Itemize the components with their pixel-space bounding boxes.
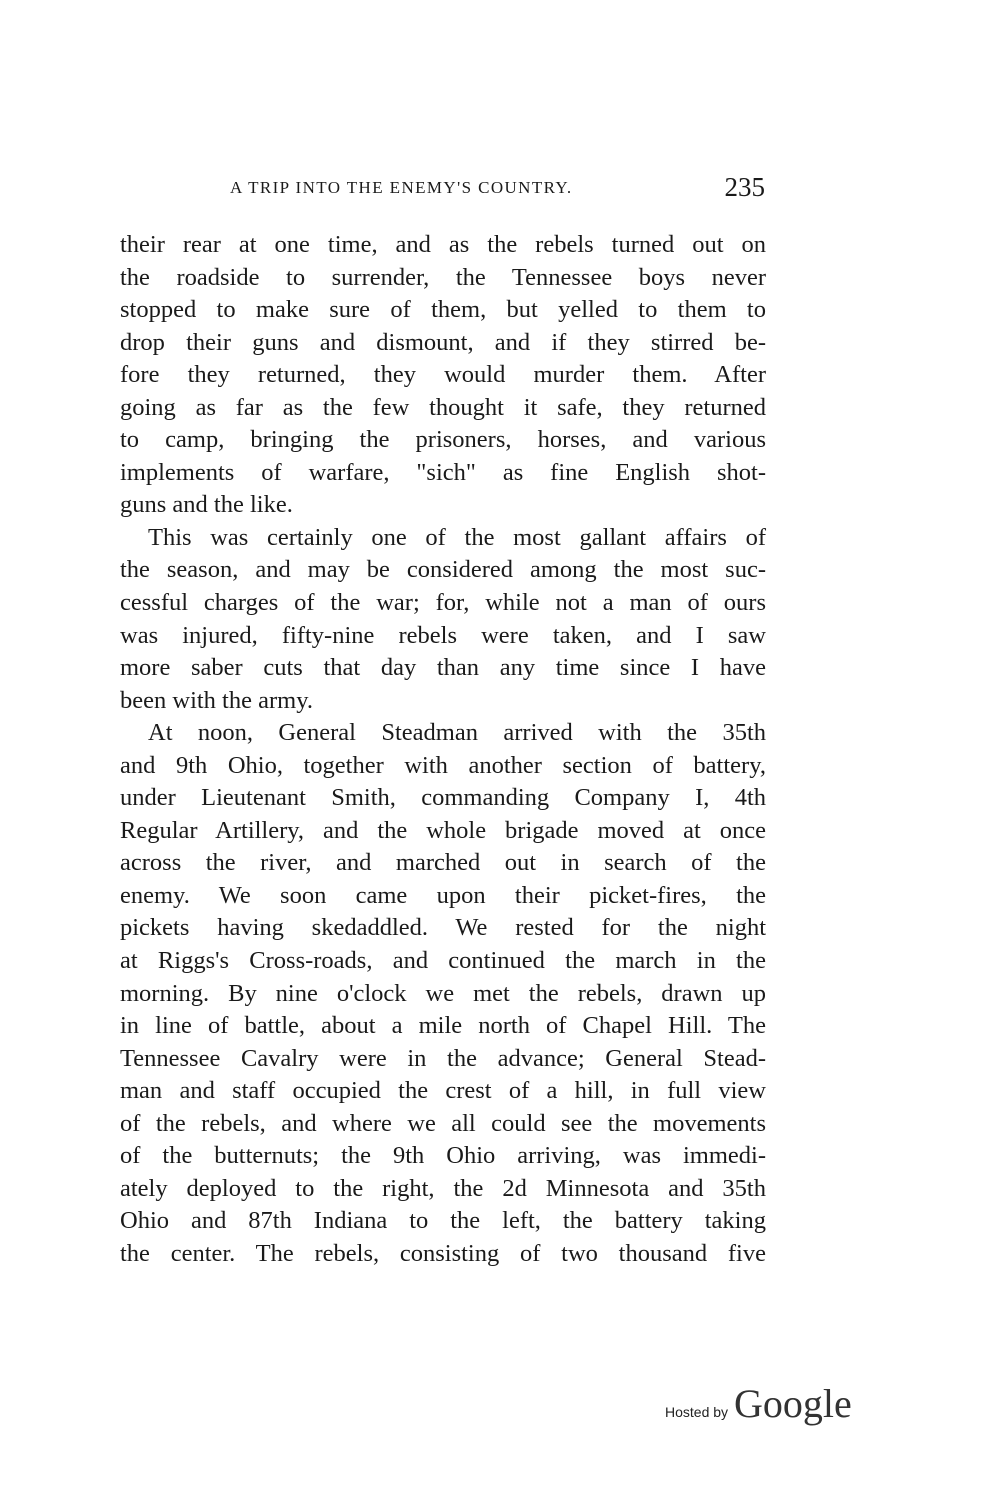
text-line: of the rebels, and where we all could see the movements	[120, 1109, 766, 1137]
text-line: At noon, General Steadman arrived with the 35th	[148, 719, 766, 747]
text-line: their rear at one time, and as the rebels turned out on	[120, 231, 766, 258]
page-number: 235	[724, 172, 765, 202]
text-line: This was certainly one of the most gallant affairs of	[148, 523, 766, 551]
text-line: Regular Artillery, and the whole brigade moved at once	[120, 816, 766, 844]
body-text	[120, 229, 766, 1271]
text-line: been with the army.	[120, 686, 313, 714]
text-line: was injured, fifty-nine rebels were taken, and I saw	[120, 621, 766, 649]
text-line: at Riggs's Cross-roads, and continued the march in the	[120, 947, 766, 975]
google-logo: Google	[734, 1381, 852, 1426]
text-line: and 9th Ohio, together with another section of battery,	[120, 751, 766, 779]
text-line: guns and the like.	[120, 491, 293, 519]
text-line: implements of warfare, "sich" as fine English shot-	[120, 458, 766, 486]
text-line: the center. The rebels, consisting of two thousand five	[120, 1239, 766, 1267]
text-line: across the river, and marched out in search of the	[120, 849, 766, 877]
text-line: more saber cuts that day than any time since I have	[120, 654, 766, 682]
text-line: the season, and may be considered among the most suc-	[120, 556, 766, 584]
text-line: in line of battle, about a mile north of Chapel Hill. The	[120, 1012, 766, 1040]
text-line: cessful charges of the war; for, while not a man of ours	[120, 589, 766, 617]
text-line: going as far as the few thought it safe, they returned	[120, 393, 766, 421]
text-line: stopped to make sure of them, but yelled to them to	[120, 296, 766, 324]
text-line: Ohio and 87th Indiana to the left, the battery taking	[120, 1207, 766, 1235]
text-line: ately deployed to the right, the 2d Minnesota and 35th	[120, 1174, 766, 1202]
text-line: fore they returned, they would murder them. After	[120, 361, 766, 389]
running-head	[0, 168, 999, 208]
text-line: enemy. We soon came upon their picket-fires, the	[120, 881, 766, 909]
text-line: drop their guns and dismount, and if they stirred be-	[120, 328, 766, 356]
text-line: morning. By nine o'clock we met the rebels, drawn up	[120, 979, 766, 1007]
hosted-by-label: Hosted by	[665, 1404, 729, 1420]
text-line: under Lieutenant Smith, commanding Company I, 4th	[120, 784, 766, 812]
text-line: Tennessee Cavalry were in the advance; General Stead-	[120, 1044, 766, 1072]
text-line: man and staff occupied the crest of a hill, in full view	[120, 1077, 766, 1105]
hosted-by-watermark	[665, 1380, 875, 1430]
running-title: A TRIP INTO THE ENEMY'S COUNTRY.	[230, 178, 573, 197]
text-line: pickets having skedaddled. We rested for the night	[120, 914, 766, 942]
text-line: of the butternuts; the 9th Ohio arriving, was immedi-	[120, 1142, 766, 1170]
text-line: the roadside to surrender, the Tennessee boys never	[120, 263, 766, 291]
text-line: to camp, bringing the prisoners, horses, and various	[120, 426, 766, 454]
